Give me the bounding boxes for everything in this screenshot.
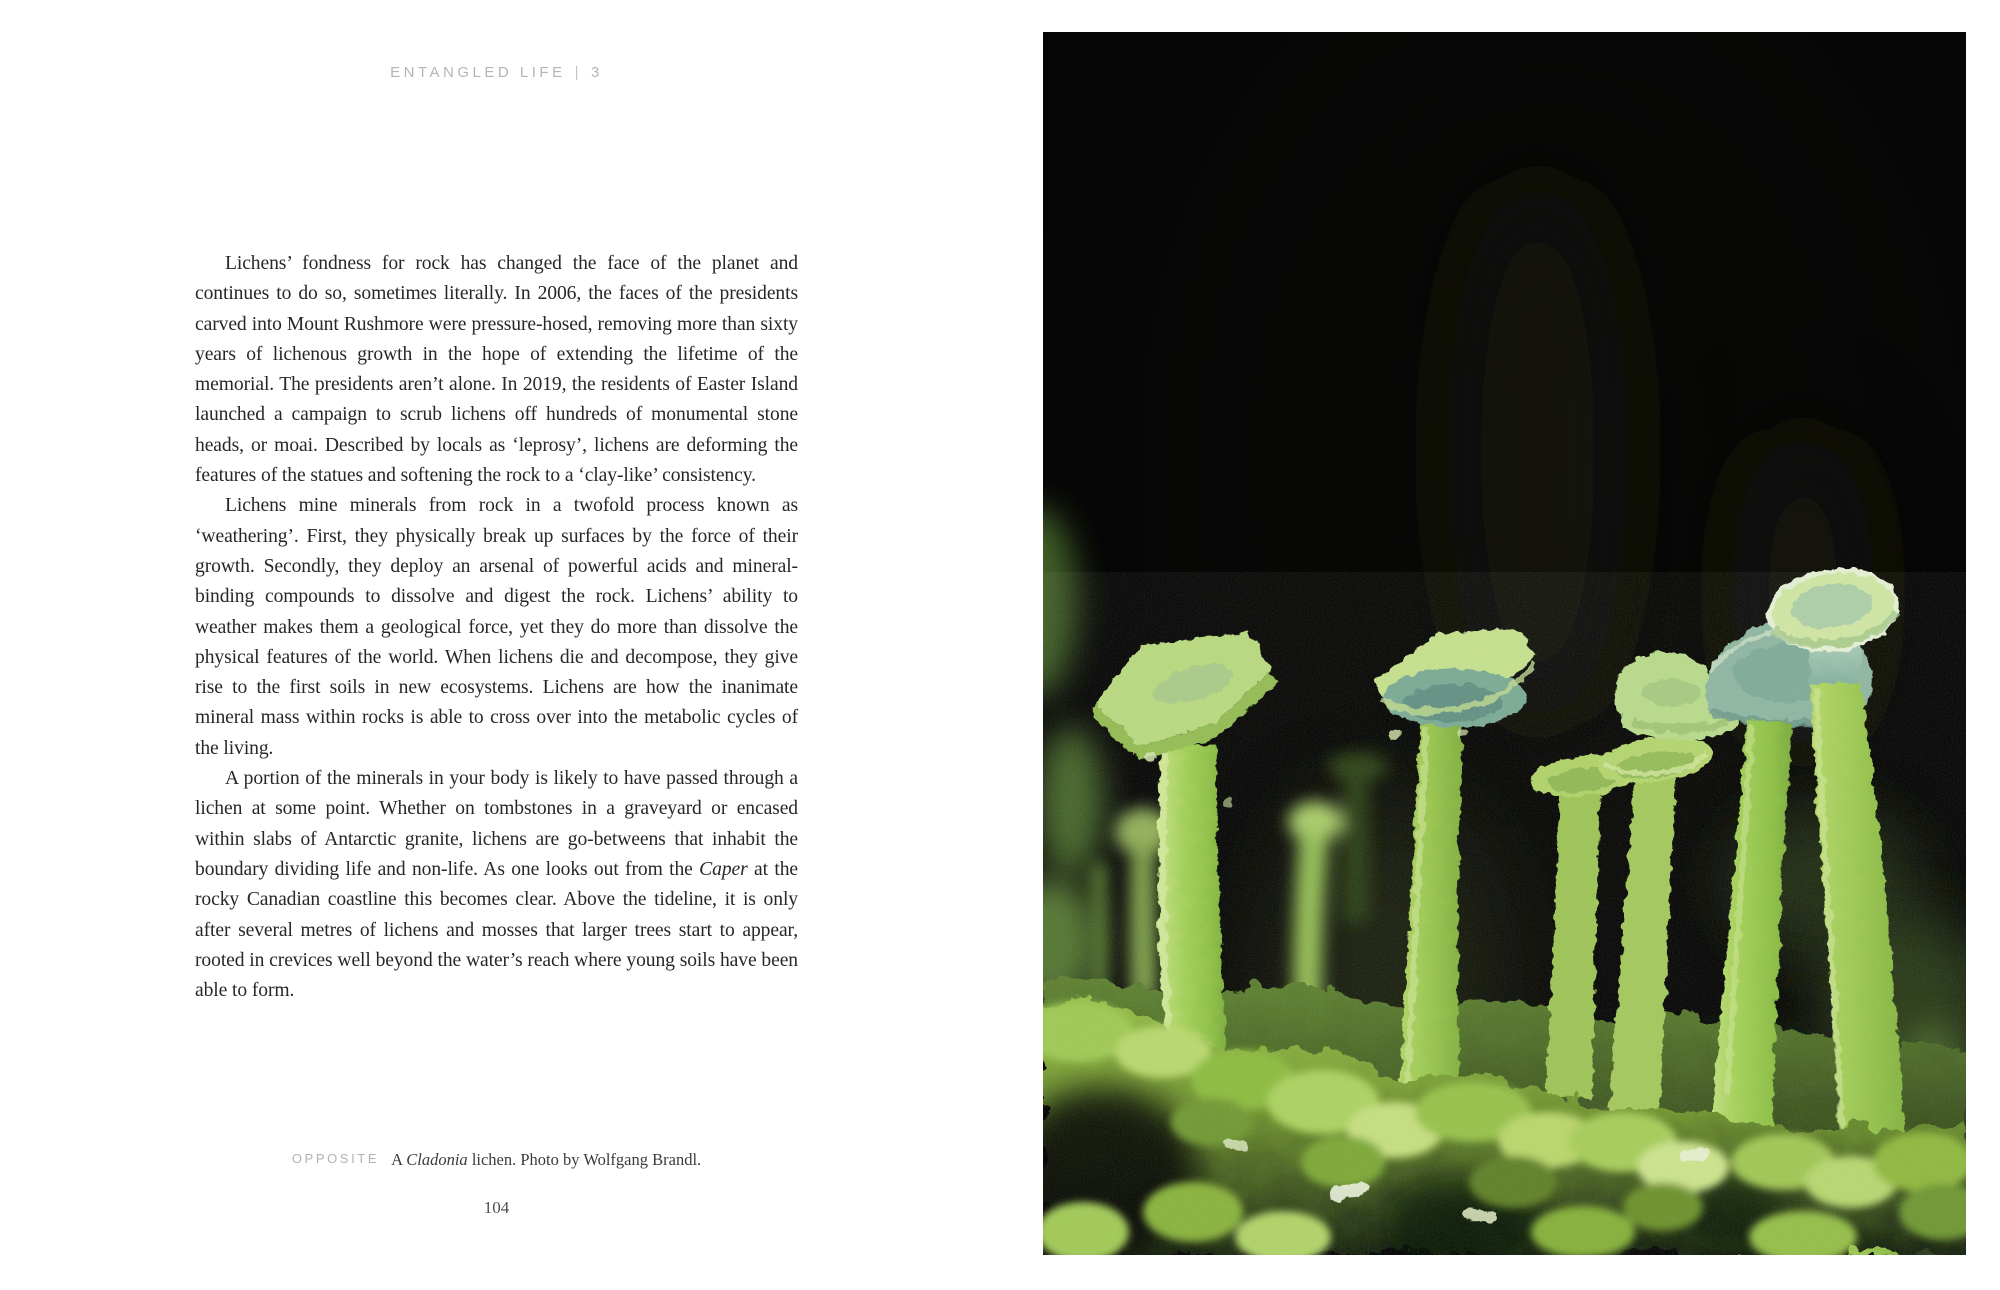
body-paragraph: A portion of the minerals in your body is likely to have passed through a lichen at some point. Whether on tombstones in a graveyard or encased within slabs of Antarctic granite, lichens are go-betweens that inhabit the boundary dividing life and non-life. As one looks out from the Caper at the rocky Canadian coastline this becomes clear. Above the tideline, it is only after several metres of lichens and mosses that larger trees start to appear, rooted in crevices well beyond the water’s reach where young soils have been able to form. — [195, 768, 798, 1002]
grain-overlay — [1043, 572, 1966, 1255]
lichen-photo-figure — [1043, 32, 1966, 1255]
body-paragraph: Lichens’ fondness for rock has changed the face of the planet and continues to do so, sometimes literally. In 2006, the faces of the presidents carved into Mount Rushmore were pressure-hosed, removing more than sixty years of lichenous growth in the hope of extending the lifetime of the memorial. The presidents aren’t alone. In 2019, the residents of Easter Island launched a campaign to scrub lichens off hundreds of monumental stone heads, or moai. Described by locals as ‘leprosy’, lichens are deforming the features of the statues and softening the rock to a ‘clay-like’ consistency. — [195, 253, 798, 487]
chapter-number: 3 — [590, 64, 603, 81]
caption-text: A Cladonia lichen. Photo by Wolfgang Brandl. — [391, 1150, 702, 1169]
caption-label: OPPOSITE — [291, 1151, 380, 1166]
book-title: ENTANGLED LIFE — [390, 64, 566, 81]
body-paragraph: Lichens mine minerals from rock in a twofold process known as ‘weathering’. First, they physically break up surfaces by the force of their growth. Secondly, they deploy an arsenal of powerful acids and mineral-binding compounds to dissolve and digest the rock. Lichens’ ability to weather makes them a geological force, yet they do more than dissolve the physical features of the world. When lichens die and decompose, they give rise to the first soils in new ecosystems. Lichens are how the inanimate mineral mass within rocks is able to cross over into the metabolic cycles of the living. — [195, 495, 798, 759]
body-text — [195, 249, 798, 1006]
photo-caption — [145, 1150, 848, 1170]
lichen-photo — [1043, 32, 1966, 1255]
page-number: 104 — [483, 1198, 510, 1217]
running-head — [195, 64, 798, 81]
running-head-separator: | — [574, 64, 582, 81]
